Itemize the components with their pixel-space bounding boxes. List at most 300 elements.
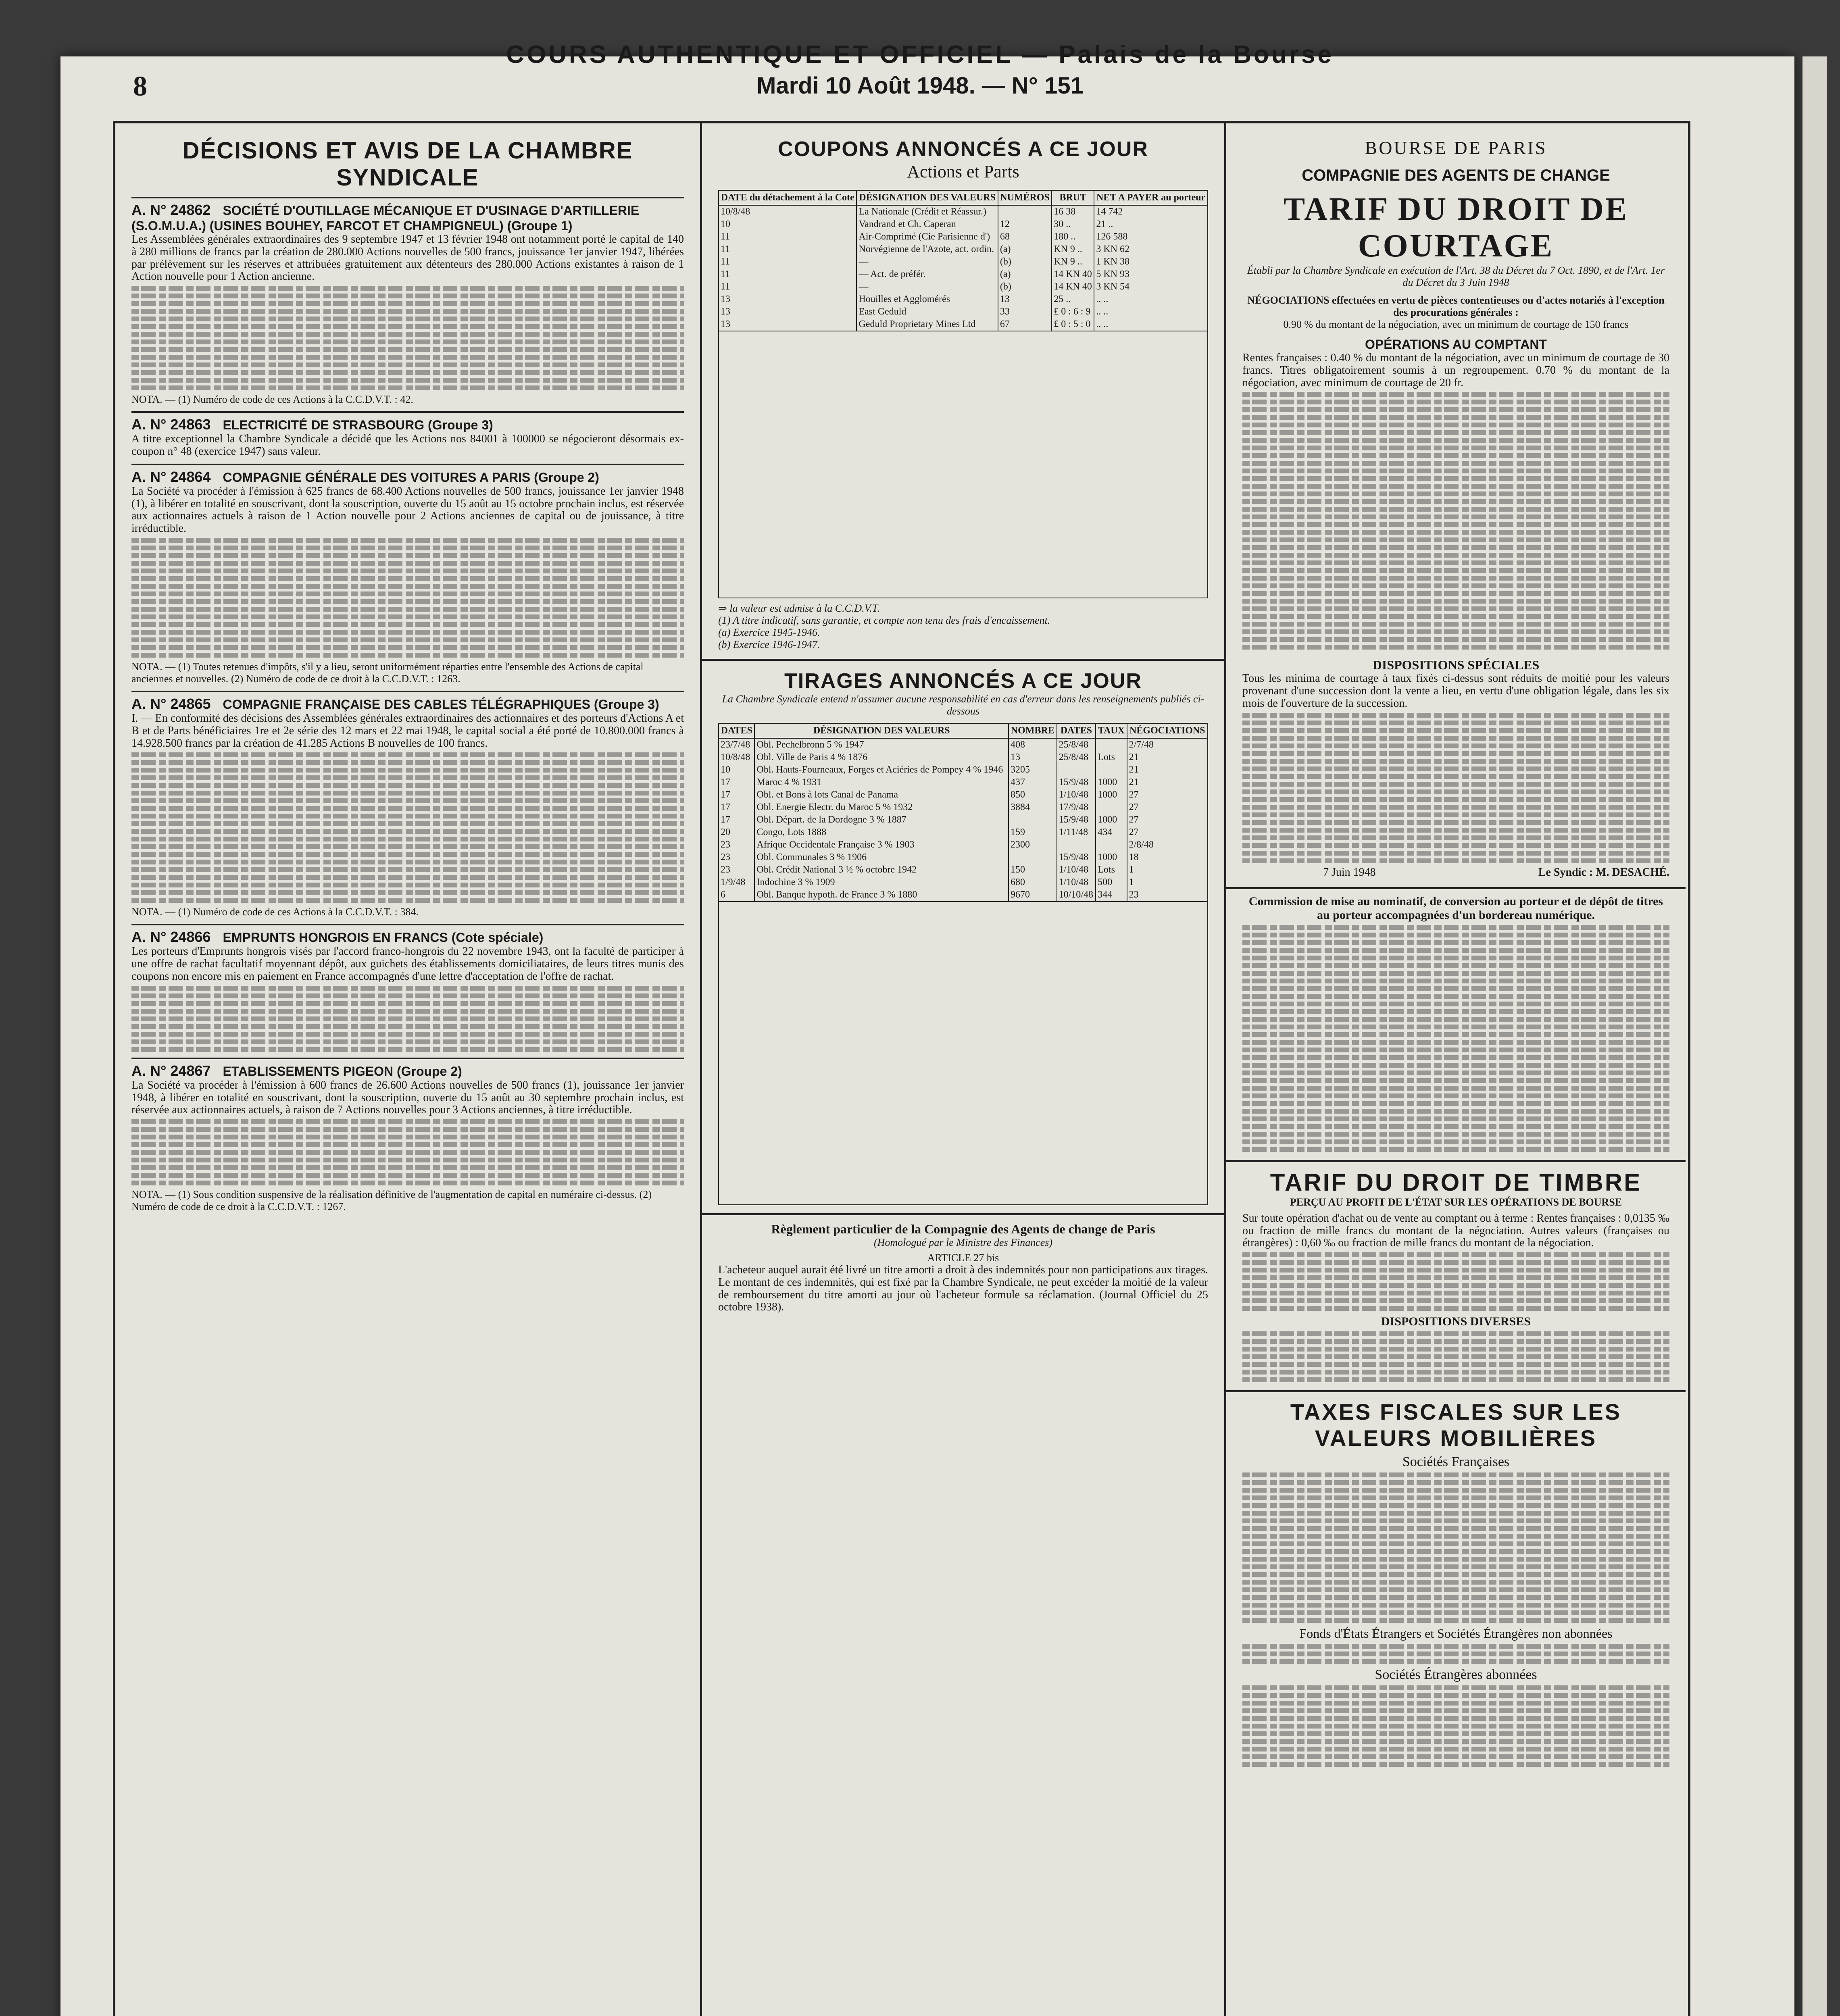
text-line — [1242, 963, 1669, 968]
text-line — [1242, 537, 1669, 542]
text-line — [131, 355, 684, 360]
text-line — [1242, 392, 1669, 397]
tirages-subtitle: La Chambre Syndicale entend n'assumer aucune responsabilité en cas d'erreur dans les renseignements publiés ci-dessous — [722, 693, 1204, 717]
header-date: Mardi 10 Août 1948. — N° 151 — [756, 73, 1084, 99]
tirages-header: NOMBRE — [1009, 723, 1057, 738]
table-cell: Obl. Banque hypoth. de France 3 % 1880 — [754, 889, 1009, 902]
text-line — [1242, 766, 1669, 771]
table-cell: East Geduld — [856, 306, 998, 318]
text-line — [1242, 1339, 1669, 1344]
tirages-header: DATES — [1057, 723, 1096, 738]
compagnie-title: COMPAGNIE DES AGENTS DE CHANGE — [1302, 167, 1610, 184]
notice-company: ELECTRICITÉ DE STRASBOURG (Groupe 3) — [223, 418, 493, 433]
table-cell: — — [856, 281, 998, 293]
text-line — [1242, 721, 1669, 725]
text-line — [1242, 1009, 1669, 1014]
table-cell: Obl. Energie Electr. du Maroc 5 % 1932 — [754, 801, 1009, 814]
table-cell: 126 588 — [1094, 231, 1208, 243]
timbre-body — [1242, 1252, 1669, 1311]
text-line — [131, 546, 684, 550]
table-cell: 16 38 — [1052, 205, 1094, 218]
table-cell: 17 — [719, 801, 754, 814]
table-cell: 21 — [1127, 776, 1208, 789]
table-cell: Houilles et Agglomérés — [856, 293, 998, 306]
table-cell: — — [856, 256, 998, 268]
table-cell: Air-Comprimé (Cie Parisienne d') — [856, 231, 998, 243]
text-line — [1242, 820, 1669, 825]
table-cell: 11 — [719, 231, 856, 243]
table-cell: Congo, Lots 1888 — [754, 826, 1009, 839]
table-cell: 680 — [1009, 876, 1057, 889]
table-cell: 10/8/48 — [719, 205, 856, 218]
coupons-notes — [718, 602, 1208, 651]
text-line — [1242, 851, 1669, 856]
table-cell: Obl. Pechelbronn 5 % 1947 — [754, 738, 1009, 751]
separator — [702, 659, 1224, 661]
decisions-column — [115, 121, 700, 2016]
text-line — [1242, 545, 1669, 550]
text-line — [131, 783, 684, 788]
text-line — [1242, 1002, 1669, 1006]
notice — [131, 924, 684, 1052]
table-cell: 13 — [998, 293, 1052, 306]
text-line — [1242, 858, 1669, 863]
fonds-etrangers-body — [1242, 1644, 1669, 1664]
table-cell: 850 — [1009, 789, 1057, 801]
table-row — [719, 889, 1208, 902]
text-line — [131, 760, 684, 765]
text-line — [1242, 1109, 1669, 1114]
text-line — [1242, 986, 1669, 991]
table-cell: .. .. — [1094, 318, 1208, 331]
table-cell: 33 — [998, 306, 1052, 318]
tirages-header: DATES — [719, 723, 754, 738]
table-cell: 150 — [1009, 864, 1057, 876]
table-row — [719, 864, 1208, 876]
societes-etr-title: Sociétés Étrangères abonnées — [1375, 1667, 1537, 1683]
text-line — [1242, 415, 1669, 420]
notice-company: COMPAGNIE GÉNÉRALE DES VOITURES A PARIS (Groupe 2) — [223, 470, 599, 485]
separator — [702, 1213, 1224, 1215]
table-row — [719, 801, 1208, 814]
text-line — [131, 630, 684, 635]
text-line — [131, 1127, 684, 1132]
table-cell: 1/10/48 — [1057, 876, 1096, 889]
text-line — [1242, 1503, 1669, 1508]
table-cell: 437 — [1009, 776, 1057, 789]
table-row — [719, 751, 1208, 764]
table-cell: 1/9/48 — [719, 876, 754, 889]
table-cell: 27 — [1127, 789, 1208, 801]
negociations-rate: 0.90 % du montant de la négociation, avec un minimum de courtage de 150 francs — [1283, 319, 1629, 330]
table-cell: Lots — [1096, 751, 1127, 764]
text-line — [1242, 1754, 1669, 1759]
text-line — [1242, 1572, 1669, 1577]
table-cell: Norvégienne de l'Azote, act. ordin. — [856, 243, 998, 256]
text-line — [131, 852, 684, 857]
text-line — [1242, 1252, 1669, 1257]
text-line — [1242, 1580, 1669, 1585]
text-line — [131, 806, 684, 811]
table-cell: 1/11/48 — [1057, 826, 1096, 839]
societes-fr-title: Sociétés Françaises — [1402, 1454, 1510, 1470]
table-cell: 1 KN 38 — [1094, 256, 1208, 268]
text-line — [1242, 1731, 1669, 1736]
coupons-header: NET A PAYER au porteur — [1094, 190, 1208, 205]
dispositions-title: DISPOSITIONS SPÉCIALES — [1372, 658, 1540, 673]
text-line — [1242, 499, 1669, 504]
reglement-title: Règlement particulier de la Compagnie des Agents de change de Paris — [771, 1222, 1155, 1236]
table-row — [719, 281, 1208, 293]
text-line — [131, 294, 684, 298]
table-cell: 10 — [719, 218, 856, 231]
text-line — [131, 898, 684, 903]
tirages-header: TAUX — [1096, 723, 1127, 738]
table-cell: 23 — [1127, 889, 1208, 902]
text-line — [1242, 1511, 1669, 1516]
notice-text: A titre exceptionnel la Chambre Syndicale a décidé que les Actions nos 84001 à 100000 se négocieront désormais ex-coupon n° 48 (exercice 1947) sans valeur. — [131, 433, 684, 458]
text-line — [1242, 1603, 1669, 1608]
text-line — [131, 286, 684, 291]
text-line — [131, 867, 684, 872]
table-cell: 13 — [1009, 751, 1057, 764]
text-line — [1242, 933, 1669, 937]
text-line — [131, 607, 684, 612]
tirages-title: TIRAGES ANNONCÉS A CE JOUR — [784, 669, 1142, 693]
table-row — [719, 256, 1208, 268]
text-line — [131, 653, 684, 658]
table-cell: 10/10/48 — [1057, 889, 1096, 902]
table-cell: 30 .. — [1052, 218, 1094, 231]
text-line — [1242, 469, 1669, 473]
table-cell: 159 — [1009, 826, 1057, 839]
table-cell: 1 — [1127, 876, 1208, 889]
text-line — [1242, 530, 1669, 535]
table-cell — [1096, 801, 1127, 814]
text-line — [1242, 1534, 1669, 1539]
table-cell: 27 — [1127, 814, 1208, 826]
notice-nota: NOTA. — (1) Toutes retenues d'impôts, s'il y a lieu, seront uniformément réparties entre l'ensemble des Actions de capital anciennes et nouvelles. (2) Numéro de code de ce droit à la C.C.D.V.T. : 1263. — [131, 660, 644, 685]
text-line — [1242, 925, 1669, 930]
text-line — [1242, 1362, 1669, 1367]
text-line — [1242, 1480, 1669, 1485]
table-cell: 15/9/48 — [1057, 776, 1096, 789]
coupons-header: DÉSIGNATION DES VALEURS — [856, 190, 998, 205]
commission-title: Commission de mise au nominatif, de conversion au porteur et de dépôt de titres au porteur accompagnées d'un bordereau numérique. — [1248, 894, 1663, 922]
text-line — [131, 875, 684, 880]
table-cell: Maroc 4 % 1931 — [754, 776, 1009, 789]
text-line — [131, 614, 684, 619]
notice-number: A. N° 24863 — [131, 416, 211, 433]
table-cell: 11 — [719, 256, 856, 268]
table-cell: 25 .. — [1052, 293, 1094, 306]
coupons-column — [700, 121, 1224, 2016]
coupon-note: (a) Exercice 1945-1946. — [718, 627, 820, 638]
table-row — [719, 218, 1208, 231]
commission-body — [1242, 925, 1669, 1152]
notice-company: EMPRUNTS HONGROIS EN FRANCS (Cote spéciale) — [223, 930, 544, 945]
table-row — [719, 876, 1208, 889]
table-cell: 2/7/48 — [1127, 738, 1208, 751]
text-line — [131, 301, 684, 306]
text-line — [1242, 782, 1669, 787]
table-cell: 408 — [1009, 738, 1057, 751]
table-cell: 3884 — [1009, 801, 1057, 814]
page-number: 8 — [133, 71, 147, 102]
text-line — [1242, 476, 1669, 481]
text-line — [1242, 751, 1669, 756]
table-cell: 11 — [719, 243, 856, 256]
notice-text: I. — En conformité des décisions des Assemblées générales extraordinaires des actionnaires et des porteurs d'Actions A et B et de Parts bénéficiaires 1re et 2e série des 12 mars et 22 mai 1948, le capital social a été porté de 10.800.000 francs à 14.928.500 francs par la création de 41.285 Actions B nouvelles de 100 francs. — [131, 712, 684, 750]
table-cell: 2/8/48 — [1127, 839, 1208, 851]
text-line — [1242, 438, 1669, 443]
table-cell: 1000 — [1096, 851, 1127, 864]
reglement-subtitle: (Homologué par le Ministre des Finances) — [873, 1237, 1053, 1248]
text-line — [1242, 1055, 1669, 1060]
text-line — [1242, 560, 1669, 565]
text-line — [131, 883, 684, 887]
table-cell: 1000 — [1096, 789, 1127, 801]
separator — [1226, 1390, 1686, 1392]
text-line — [1242, 1063, 1669, 1068]
text-line — [131, 370, 684, 375]
table-cell: 25/8/48 — [1057, 751, 1096, 764]
table-cell: 21 — [1127, 751, 1208, 764]
notice-text: Les porteurs d'Emprunts hongrois visés par l'accord franco-hongrois du 22 novembre 1943, ont la faculté de participer à une offre de rachat facultatif moyennant dépôt, aux guichets des établissements domiciliataires, de leurs titres munis des coupons non encore mis en paiement en France accompagnés d'une lettre d'acceptation de l'offre de rachat. — [131, 945, 684, 983]
text-line — [1242, 1025, 1669, 1029]
text-line — [1242, 1275, 1669, 1280]
table-cell: 20 — [719, 826, 754, 839]
text-line — [1242, 1644, 1669, 1649]
text-line — [131, 347, 684, 352]
table-cell: 2300 — [1009, 839, 1057, 851]
table-cell: 23 — [719, 839, 754, 851]
coupons-table-blank — [718, 331, 1208, 598]
table-cell — [1057, 764, 1096, 776]
table-cell: 27 — [1127, 826, 1208, 839]
text-line — [131, 317, 684, 321]
signature-line — [1242, 866, 1669, 879]
table-cell — [998, 205, 1052, 218]
text-line — [131, 844, 684, 849]
text-line — [1242, 1549, 1669, 1554]
table-cell: 17 — [719, 789, 754, 801]
notice — [131, 691, 684, 918]
notice-body — [131, 752, 684, 903]
text-line — [1242, 1377, 1669, 1382]
text-line — [1242, 835, 1669, 840]
text-line — [1242, 1116, 1669, 1121]
table-cell — [1057, 839, 1096, 851]
courtage-subtitle: Établi par la Chambre Syndicale en exécution de l'Art. 38 du Décret du 7 Oct. 1890, et de l'Art. 1er du Décret du 3 Juin 1948 — [1247, 264, 1665, 288]
notice — [131, 1058, 684, 1213]
page-edge — [1802, 56, 1827, 2016]
text-line — [1242, 1526, 1669, 1531]
notice-number: A. N° 24864 — [131, 468, 211, 485]
table-row — [719, 851, 1208, 864]
notice-number: A. N° 24866 — [131, 929, 211, 946]
coupons-header: BRUT — [1052, 190, 1094, 205]
text-line — [1242, 576, 1669, 581]
text-line — [131, 890, 684, 895]
text-line — [1242, 514, 1669, 519]
text-line — [1242, 812, 1669, 817]
table-cell: Obl. Ville de Paris 4 % 1876 — [754, 751, 1009, 764]
table-cell: .. .. — [1094, 306, 1208, 318]
text-line — [1242, 1291, 1669, 1295]
table-cell: 11 — [719, 268, 856, 281]
table-cell — [1096, 764, 1127, 776]
text-line — [131, 622, 684, 627]
text-line — [131, 768, 684, 773]
table-cell: 13 — [719, 318, 856, 331]
text-line — [1242, 606, 1669, 611]
text-line — [1242, 805, 1669, 810]
coupons-header: NUMÉROS — [998, 190, 1052, 205]
table-row — [719, 789, 1208, 801]
text-line — [131, 1135, 684, 1139]
decisions-title: DÉCISIONS ET AVIS DE LA CHAMBRE SYNDICALE — [182, 137, 633, 191]
text-line — [1242, 1716, 1669, 1721]
table-cell: 180 .. — [1052, 231, 1094, 243]
table-cell: 3 KN 54 — [1094, 281, 1208, 293]
table-cell: 17 — [719, 776, 754, 789]
text-line — [131, 599, 684, 604]
table-cell: 15/9/48 — [1057, 814, 1096, 826]
notice-nota: NOTA. — (1) Sous condition suspensive de la réalisation définitive de l'augmentation de capital en numéraire ci-dessus. (2) Numéro de code de ce droit à la C.C.D.V.T. : 1267. — [131, 1189, 652, 1213]
table-cell: 344 — [1096, 889, 1127, 902]
text-line — [131, 829, 684, 834]
diverses-title: DISPOSITIONS DIVERSES — [1381, 1315, 1531, 1329]
text-line — [1242, 629, 1669, 634]
text-line — [131, 791, 684, 796]
text-line — [131, 1032, 684, 1037]
table-row — [719, 764, 1208, 776]
operations-title: OPÉRATIONS AU COMPTANT — [1365, 337, 1547, 352]
table-cell: 13 — [719, 306, 856, 318]
table-cell: (b) — [998, 281, 1052, 293]
text-line — [1242, 940, 1669, 945]
notice-nota: NOTA. — (1) Numéro de code de ces Actions à la C.C.D.V.T. : 384. — [131, 906, 419, 918]
table-cell: 11 — [719, 281, 856, 293]
coupon-note: (1) A titre indicatif, sans garantie, et compte non tenu des frais d'encaissement. — [718, 614, 1050, 626]
table-row — [719, 306, 1208, 318]
text-line — [1242, 1354, 1669, 1359]
text-line — [131, 339, 684, 344]
header-title: COURS AUTHENTIQUE ET OFFICIEL — Palais de la Bourse — [506, 41, 1334, 69]
text-line — [131, 309, 684, 314]
text-line — [1242, 1086, 1669, 1091]
text-line — [131, 362, 684, 367]
signature-syndic: Le Syndic : M. DESACHÉ. — [1538, 866, 1669, 879]
text-line — [1242, 407, 1669, 412]
signature-date: 7 Juin 1948 — [1323, 866, 1376, 879]
text-line — [1242, 507, 1669, 512]
text-line — [131, 1024, 684, 1029]
text-line — [1242, 591, 1669, 596]
societes-fr-body — [1242, 1472, 1669, 1623]
text-line — [1242, 1708, 1669, 1713]
tarifs-column — [1224, 121, 1686, 2016]
text-line — [1242, 622, 1669, 627]
text-line — [1242, 956, 1669, 960]
timbre-title: TARIF DU DROIT DE TIMBRE — [1270, 1168, 1642, 1196]
coupons-table — [718, 190, 1208, 331]
table-cell: Geduld Proprietary Mines Ltd — [856, 318, 998, 331]
text-line — [1242, 1268, 1669, 1272]
text-line — [1242, 583, 1669, 588]
table-cell: 10 — [719, 764, 754, 776]
table-cell: Indochine 3 % 1909 — [754, 876, 1009, 889]
table-cell: 13 — [719, 293, 856, 306]
text-line — [131, 637, 684, 642]
tirages-table — [718, 723, 1208, 902]
text-line — [1242, 979, 1669, 983]
reglement-text: L'acheteur auquel aurait été livré un titre amorti a droit à des indemnités pour non participations aux tirages. Le montant de ces indemnités, qui est fixé par la Chambre Syndicale, ne peut excéder la moitié de la valeur de remboursement du titre amorti au jour où l'acheteur formule sa réclamation. (Journal Officiel du 25 octobre 1938). — [718, 1264, 1208, 1314]
text-line — [131, 1039, 684, 1044]
text-line — [1242, 1587, 1669, 1592]
notice — [131, 464, 684, 685]
text-line — [1242, 637, 1669, 642]
text-line — [1242, 1078, 1669, 1083]
table-cell: 14 KN 40 — [1052, 268, 1094, 281]
table-cell: 23 — [719, 851, 754, 864]
table-cell: (b) — [998, 256, 1052, 268]
text-line — [1242, 553, 1669, 558]
table-row — [719, 318, 1208, 331]
table-cell: 25/8/48 — [1057, 738, 1096, 751]
text-line — [131, 1001, 684, 1006]
operations-body — [1242, 392, 1669, 650]
text-line — [1242, 1610, 1669, 1615]
separator — [1226, 887, 1686, 889]
text-line — [1242, 1070, 1669, 1075]
text-line — [1242, 1132, 1669, 1137]
text-line — [1242, 948, 1669, 953]
table-cell: £ 0 : 5 : 0 — [1052, 318, 1094, 331]
table-cell: 18 — [1127, 851, 1208, 864]
text-line — [1242, 1618, 1669, 1623]
notice-body — [131, 286, 684, 390]
text-line — [131, 576, 684, 581]
text-line — [1242, 1495, 1669, 1500]
dispositions-text: Tous les minima de courtage à taux fixés ci-dessus sont réduits de moitié pour les valeurs provenant d'une succession dont la vente a lieu, en vertu d'une obligation légale, dans les six mois de l'ouverture de la succession. — [1242, 672, 1669, 710]
notice-company: ETABLISSEMENTS PIGEON (Groupe 2) — [223, 1064, 462, 1079]
text-line — [131, 814, 684, 818]
text-line — [1242, 1518, 1669, 1523]
text-line — [1242, 1595, 1669, 1600]
text-line — [131, 1158, 684, 1162]
text-line — [1242, 1701, 1669, 1706]
table-cell: 1/10/48 — [1057, 789, 1096, 801]
table-cell: 17/9/48 — [1057, 801, 1096, 814]
notice — [131, 411, 684, 458]
text-line — [1242, 759, 1669, 764]
text-line — [131, 837, 684, 841]
text-line — [1242, 736, 1669, 741]
text-line — [131, 1142, 684, 1147]
text-line — [1242, 1017, 1669, 1022]
coupons-title: COUPONS ANNONCÉS A CE JOUR — [778, 137, 1148, 161]
table-cell: 27 — [1127, 801, 1208, 814]
text-line — [1242, 1747, 1669, 1752]
coupons-subtitle: Actions et Parts — [907, 162, 1019, 181]
table-row — [719, 231, 1208, 243]
text-line — [131, 324, 684, 329]
table-cell — [1096, 738, 1127, 751]
courtage-title: TARIF DU DROIT DE COURTAGE — [1283, 192, 1629, 264]
text-line — [1242, 1260, 1669, 1265]
